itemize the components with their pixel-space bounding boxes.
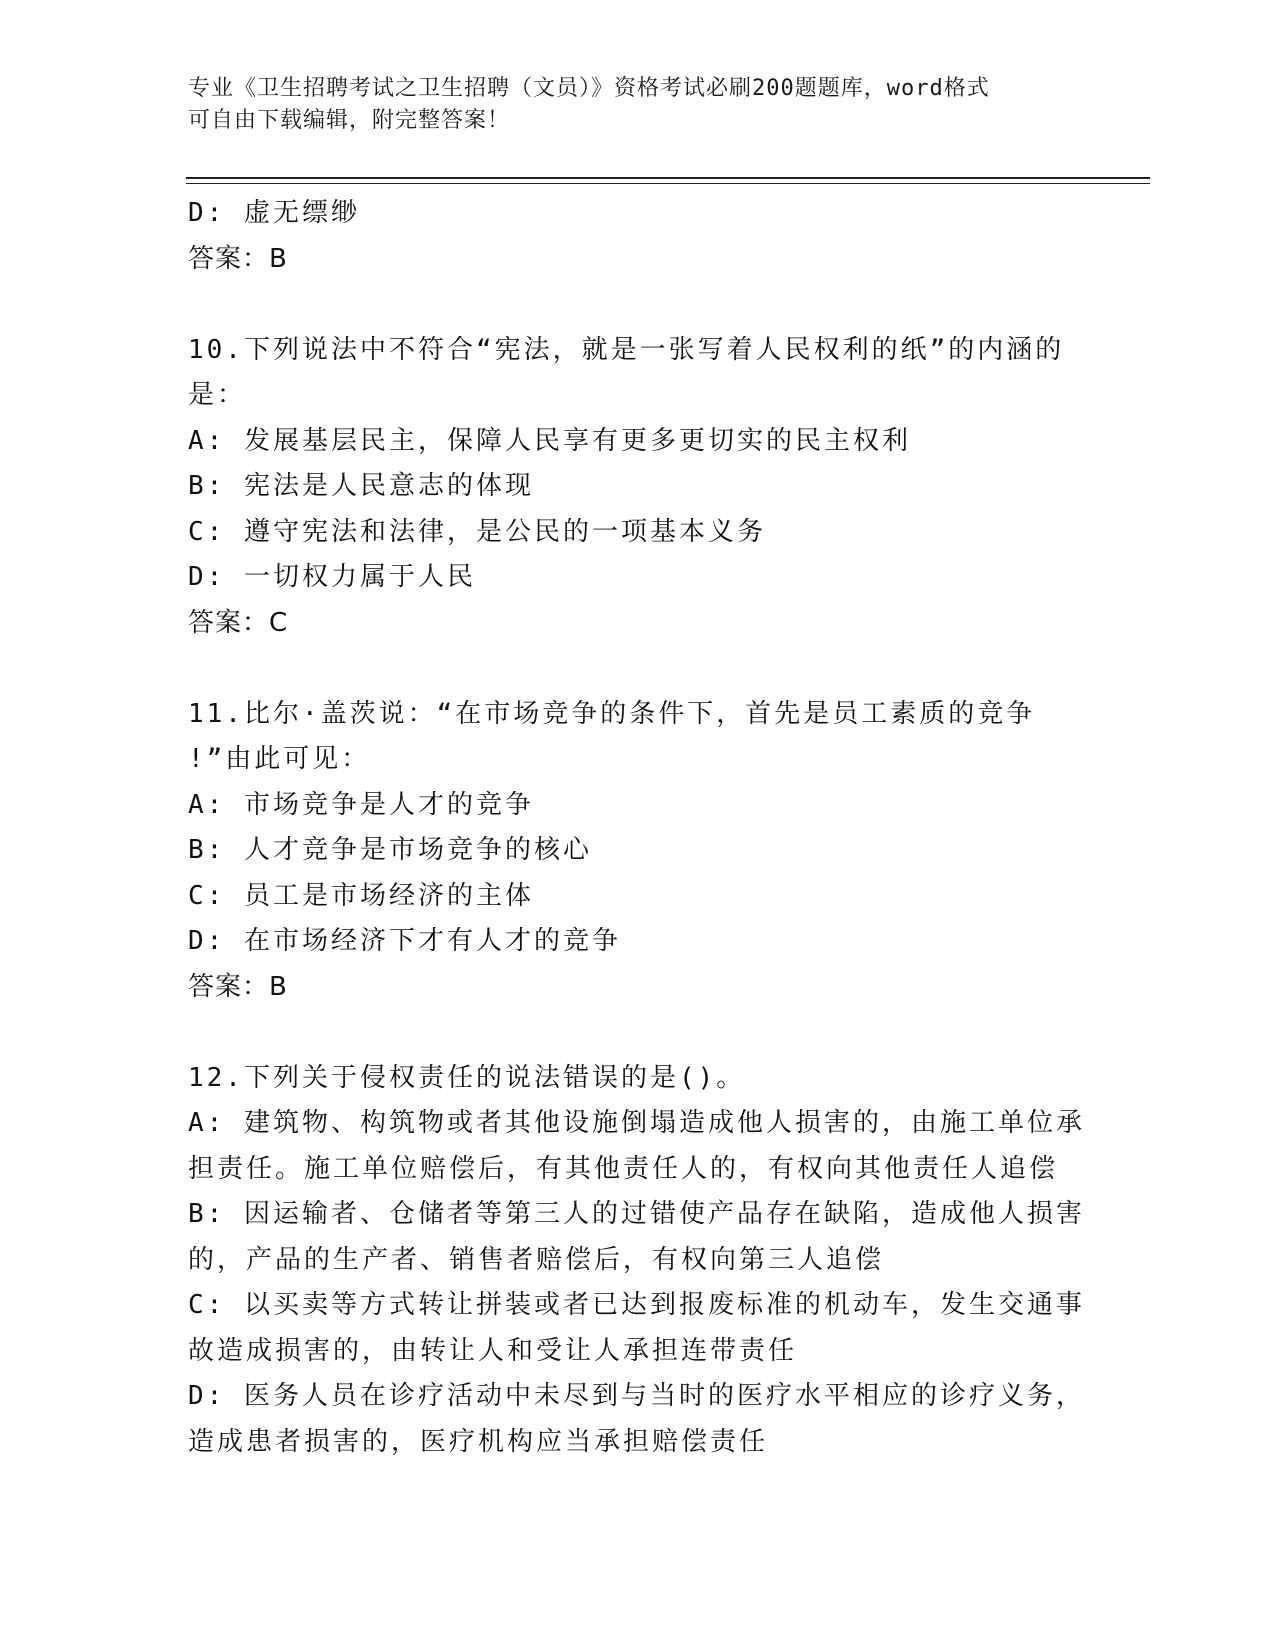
option-d: D: 虚无缥缈 xyxy=(188,198,360,228)
question-stem: 12.下列关于侵权责任的说法错误的是()。 xyxy=(188,1062,746,1093)
option-a: A: 建筑物、构筑物或者其他设施倒塌造成他人损害的，由施工单位承 xyxy=(188,1108,1085,1138)
question-12 xyxy=(188,1056,1088,1466)
option-a: A: 市场竞争是人才的竞争 xyxy=(188,789,534,820)
question-11 xyxy=(188,692,1088,1011)
option-c-cont: 故造成损害的，由转让人和受让人承担连带责任 xyxy=(188,1335,798,1366)
option-c: C: 员工是市场经济的主体 xyxy=(188,880,534,911)
option-b-cont: 的，产品的生产者、销售者赔偿后，有权向第三人追偿 xyxy=(188,1244,885,1275)
answer-line: 答案：C xyxy=(188,607,289,638)
question-10 xyxy=(188,328,1088,647)
header-divider-thin xyxy=(186,183,1150,184)
option-b: B: 因运输者、仓储者等第三人的过错使产品存在缺陷，造成他人损害 xyxy=(188,1199,1085,1229)
option-b: B: 宪法是人民意志的体现 xyxy=(188,471,534,501)
option-d: D: 一切权力属于人民 xyxy=(188,562,476,592)
answer-line: 答案：B xyxy=(188,971,288,1002)
option-d: D: 医务人员在诊疗活动中未尽到与当时的医疗水平相应的诊疗义务， xyxy=(188,1381,1085,1411)
spacer xyxy=(188,282,1088,328)
option-d-cont: 造成患者损害的，医疗机构应当承担赔偿责任 xyxy=(188,1426,769,1457)
answer-line: 答案：B xyxy=(188,243,288,274)
option-c: C: 遵守宪法和法律，是公民的一项基本义务 xyxy=(188,516,766,547)
option-c: C: 以买卖等方式转让拼装或者已达到报废标准的机动车，发生交通事 xyxy=(188,1290,1085,1320)
prev-question-tail xyxy=(188,191,1088,282)
spacer xyxy=(188,1010,1088,1056)
question-stem-cont: 是： xyxy=(188,380,247,410)
question-list xyxy=(188,191,1088,1465)
question-stem: 10.下列说法中不符合“宪法，就是一张写着人民权利的纸”的内涵的 xyxy=(188,334,1065,365)
document-header xyxy=(188,73,1068,137)
spacer xyxy=(188,646,1088,692)
option-d: D: 在市场经济下才有人才的竞争 xyxy=(188,926,621,956)
header-divider-thick xyxy=(186,177,1150,179)
option-b: B: 人才竞争是市场竞争的核心 xyxy=(188,835,592,865)
question-stem-cont: !”由此可见： xyxy=(188,744,371,774)
option-a-cont: 担责任。施工单位赔偿后，有其他责任人的，有权向其他责任人追偿 xyxy=(188,1153,1059,1184)
question-stem: 11.比尔·盖茨说：“在市场竞争的条件下，首先是员工素质的竞争 xyxy=(188,698,1036,729)
header-line-1: 专业《卫生招聘考试之卫生招聘（文员）》资格考试必刷200题题库，word格式 xyxy=(188,76,990,101)
header-line-2: 可自由下载编辑，附完整答案！ xyxy=(188,108,511,133)
option-a: A: 发展基层民主，保障人民享有更多更切实的民主权利 xyxy=(188,425,911,456)
